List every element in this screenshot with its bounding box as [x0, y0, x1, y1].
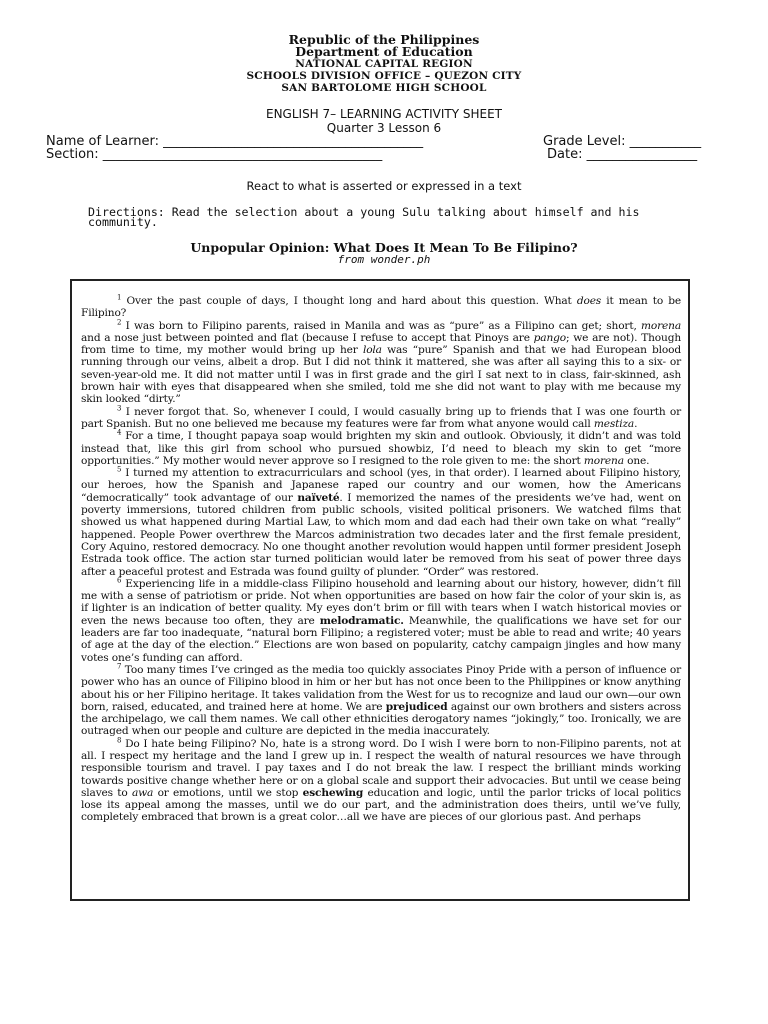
emphasis: pango	[533, 331, 566, 344]
section-field[interactable]: Section: ___________________________________________	[46, 147, 383, 162]
objective-heading: React to what is asserted or expressed in a text	[246, 179, 522, 193]
paragraph-number: 5	[117, 465, 122, 474]
paragraph-4	[81, 430, 681, 467]
vocabulary-word: prejudiced	[385, 700, 448, 713]
paragraph-number: 2	[117, 318, 122, 327]
paragraph-text: was “pure” Spanish and that we had European blood running through our veins, albeit a drop. But I did not think it mattered, she was after all saying this to a six- or seven-year-old me. It did not matter until I was in first grade and the girl I sat next to in class, fair-skinned, ash brown hair with eyes that disappeared when she smiled, told me she did not want to play with me because my skin looked “dirty.”	[81, 344, 681, 406]
emphasis: lola	[362, 344, 382, 357]
paragraph-text: ; we are not). Though from time to time, my mother would bring up her	[81, 331, 681, 357]
paragraph-1	[81, 295, 681, 320]
paragraph-number: 1	[117, 293, 122, 302]
paragraph-5	[81, 467, 681, 578]
sheet-quarter: Quarter 3 Lesson 6	[326, 121, 442, 135]
region-line: NATIONAL CAPITAL REGION	[295, 58, 473, 70]
emphasis: does	[576, 295, 602, 307]
directions-text: Directions: Read the selection about a young Sulu talking about himself and his community.	[88, 205, 640, 229]
essay-text	[72, 281, 688, 824]
emphasis: morena	[641, 319, 681, 332]
date-field[interactable]: Date: _________________	[547, 147, 698, 162]
selection-source: from wonder.ph	[337, 253, 431, 266]
paragraph-text: Meanwhile, the qualifications we have set for our leaders are far too inadequate, “natural born Filipino; a registered voter; must be able to read and write; 40 years of age at the day of the election.” Elections are won based on popularity, catchy campaign jingles and how many votes one’s funding can afford.	[81, 614, 681, 664]
paragraph-text: .	[634, 417, 638, 430]
division-line: SCHOOLS DIVISION OFFICE – QUEZON CITY	[246, 70, 522, 82]
department-line: Department of Education	[295, 44, 473, 59]
learner-name-field[interactable]: Name of Learner: ________________________________________	[46, 134, 424, 149]
paragraph-text: it mean to be Filipino?	[81, 295, 681, 320]
paragraph-number: 3	[117, 404, 122, 413]
emphasis: morena	[583, 454, 624, 467]
paragraph-text: Experiencing life in a middle-class Filipino household and learning about our history, however, didn’t fill me with a sense of patriotism or pride. Not when opportunities are based on how fair the color of your skin is, as if lighter is an indication of better quality. My eyes don’t brim or fill with tears when I watch historical movies or even the news because too often, they are	[81, 577, 681, 627]
paragraph-number: 8	[117, 736, 122, 745]
paragraph-7	[81, 664, 681, 738]
paragraph-text: . I memorized the names of the presidents we’ve had, went on poverty immersions, tutored children from public schools, visited political prisoners. We watched films that showed us what happened during Martial Law, to which mom and dad each had their own take on what “really” happened. People Power overthrew the Marcos administration two decades later and the first female president, Cory Aquino, restored democracy. No one thought another revolution would happen until former president Joseph Estrada took office. The action star turned politician would later be removed from his seat of power three days after a peaceful protest and Estrada was found guilty of plunder. “Order” was restored.	[81, 491, 681, 578]
emphasis: mestiza	[593, 417, 635, 430]
paragraph-text: one.	[623, 454, 650, 467]
sheet-title-block	[0, 107, 768, 135]
selection-title: Unpopular Opinion: What Does It Mean To Be Filipino?	[190, 240, 578, 255]
paragraph-text: and a nose just between pointed and flat (because I refuse to accept that Pinoys are	[81, 331, 534, 344]
paragraph-text: Over the past couple of days, I thought long and hard about this question. What	[126, 295, 577, 307]
paragraph-text: Too many times I’ve cringed as the media too quickly associates Pinoy Pride with a person of influence or power who has an ounce of Filipino blood in him or her but has not once been to the Philippines or know anything about his or her Filipino heritage. It takes validation from the West for us to recognize and laud our own—our own born, raised, educated, and trained here at home. We are	[81, 663, 682, 713]
paragraph-text: against our own brothers and sisters across the archipelago, we call them names. We call other ethnicities derogatory names “jokingly,” too. Ironically, we are outraged when our people and culture are depicted in the media inaccurately.	[81, 700, 681, 738]
paragraph-number: 4	[117, 428, 122, 437]
grade-level-field[interactable]: Grade Level: ___________	[543, 134, 702, 149]
paragraph-number: 6	[117, 576, 122, 585]
vocabulary-word: naïveté	[297, 491, 340, 504]
school-header	[0, 34, 768, 94]
vocabulary-word: eschewing	[302, 786, 364, 799]
paragraph-6	[81, 578, 681, 664]
paragraph-text: Do I hate being Filipino? No, hate is a strong word. Do I wish I were born to non-Filipino parents, not at all. I respect my heritage and the land I grew up in. I respect the wealth of natural resources we have through responsible tourism and travel. I pay taxes and I do not break the law. I respect the brilliant minds working towards positive change whether here or on a global scale and support their advocacies. But until we cease being slaves to	[81, 737, 681, 799]
emphasis: awa	[131, 786, 154, 799]
paragraph-text: I turned my attention to extracurriculars and school (yes, in that order). I learned about Filipino history, our heroes, how the Spanish and Japanese raped our country and our women, how the Americans “democratically” took advantage of our	[81, 467, 681, 504]
sheet-title: ENGLISH 7– LEARNING ACTIVITY SHEET	[265, 107, 502, 121]
school-line: SAN BARTOLOME HIGH SCHOOL	[281, 82, 487, 94]
paragraph-number: 7	[117, 662, 122, 671]
vocabulary-word: melodramatic.	[319, 614, 404, 627]
paragraph-text: or emotions, until we stop	[153, 786, 303, 799]
essay-box	[70, 279, 690, 901]
republic-line: Republic of the Philippines	[288, 32, 480, 47]
paragraph-text: I never forgot that. So, whenever I could, I would casually bring up to friends that I was one fourth or part Spanish. But no one believed me because my features were far from what anyone would call	[81, 405, 681, 430]
paragraph-text: education and logic, until the parlor tricks of local politics lose its appeal among the masses, until we do our part, and the administration does theirs, until we’ve fully, completely embraced that brown is a great color…all we have are pieces of our glorious past. And perhaps	[81, 786, 681, 824]
paragraph-2	[81, 320, 681, 406]
paragraph-text: I was born to Filipino parents, raised in Manila and was as “pure” as a Filipino can get; short,	[125, 319, 641, 332]
paragraph-3	[81, 406, 681, 431]
paragraph-text: For a time, I thought papaya soap would brighten my skin and outlook. Obviously, it didn’t and was told instead that, like this girl from school who pursued showbiz, I’d need to bleach my skin to get “more opportunities.” My mother would never approve so I resigned to the role given to me: the short	[81, 430, 682, 467]
paragraph-8	[81, 738, 681, 824]
